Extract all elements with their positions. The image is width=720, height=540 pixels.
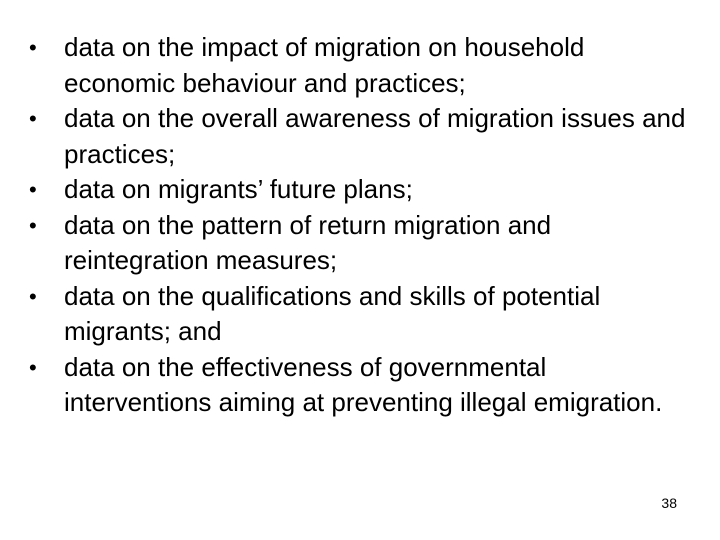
bullet-text: data on the qualifications and skills of potential migrants; and [64, 280, 601, 346]
bullet-marker: • [29, 35, 37, 60]
bullet-marker: • [29, 212, 37, 238]
bullet-item [29, 172, 699, 208]
bullet-text: data on the impact of migration on household economic behaviour and practices; [64, 32, 585, 98]
bullet-item [29, 30, 699, 101]
bullet-marker: • [29, 283, 37, 309]
bullet-marker: • [29, 106, 37, 131]
bullet-item [29, 208, 699, 279]
bullet-text: data on the pattern of return migration and reintegration measures; [64, 209, 552, 275]
bullet-item [29, 279, 699, 350]
bullet-item [29, 101, 699, 172]
bullet-list [29, 30, 699, 421]
bullet-marker: • [29, 354, 37, 380]
bullet-marker: • [29, 177, 37, 202]
bullet-text: data on the effectiveness of governmental interventions aiming at preventing illegal emigration. [64, 351, 663, 417]
bullet-text: data on the overall awareness of migration issues and practices; [64, 103, 686, 169]
bullet-item [29, 350, 699, 421]
bullet-text: data on migrants’ future plans; [64, 174, 413, 204]
page-number: 38 [661, 495, 677, 511]
